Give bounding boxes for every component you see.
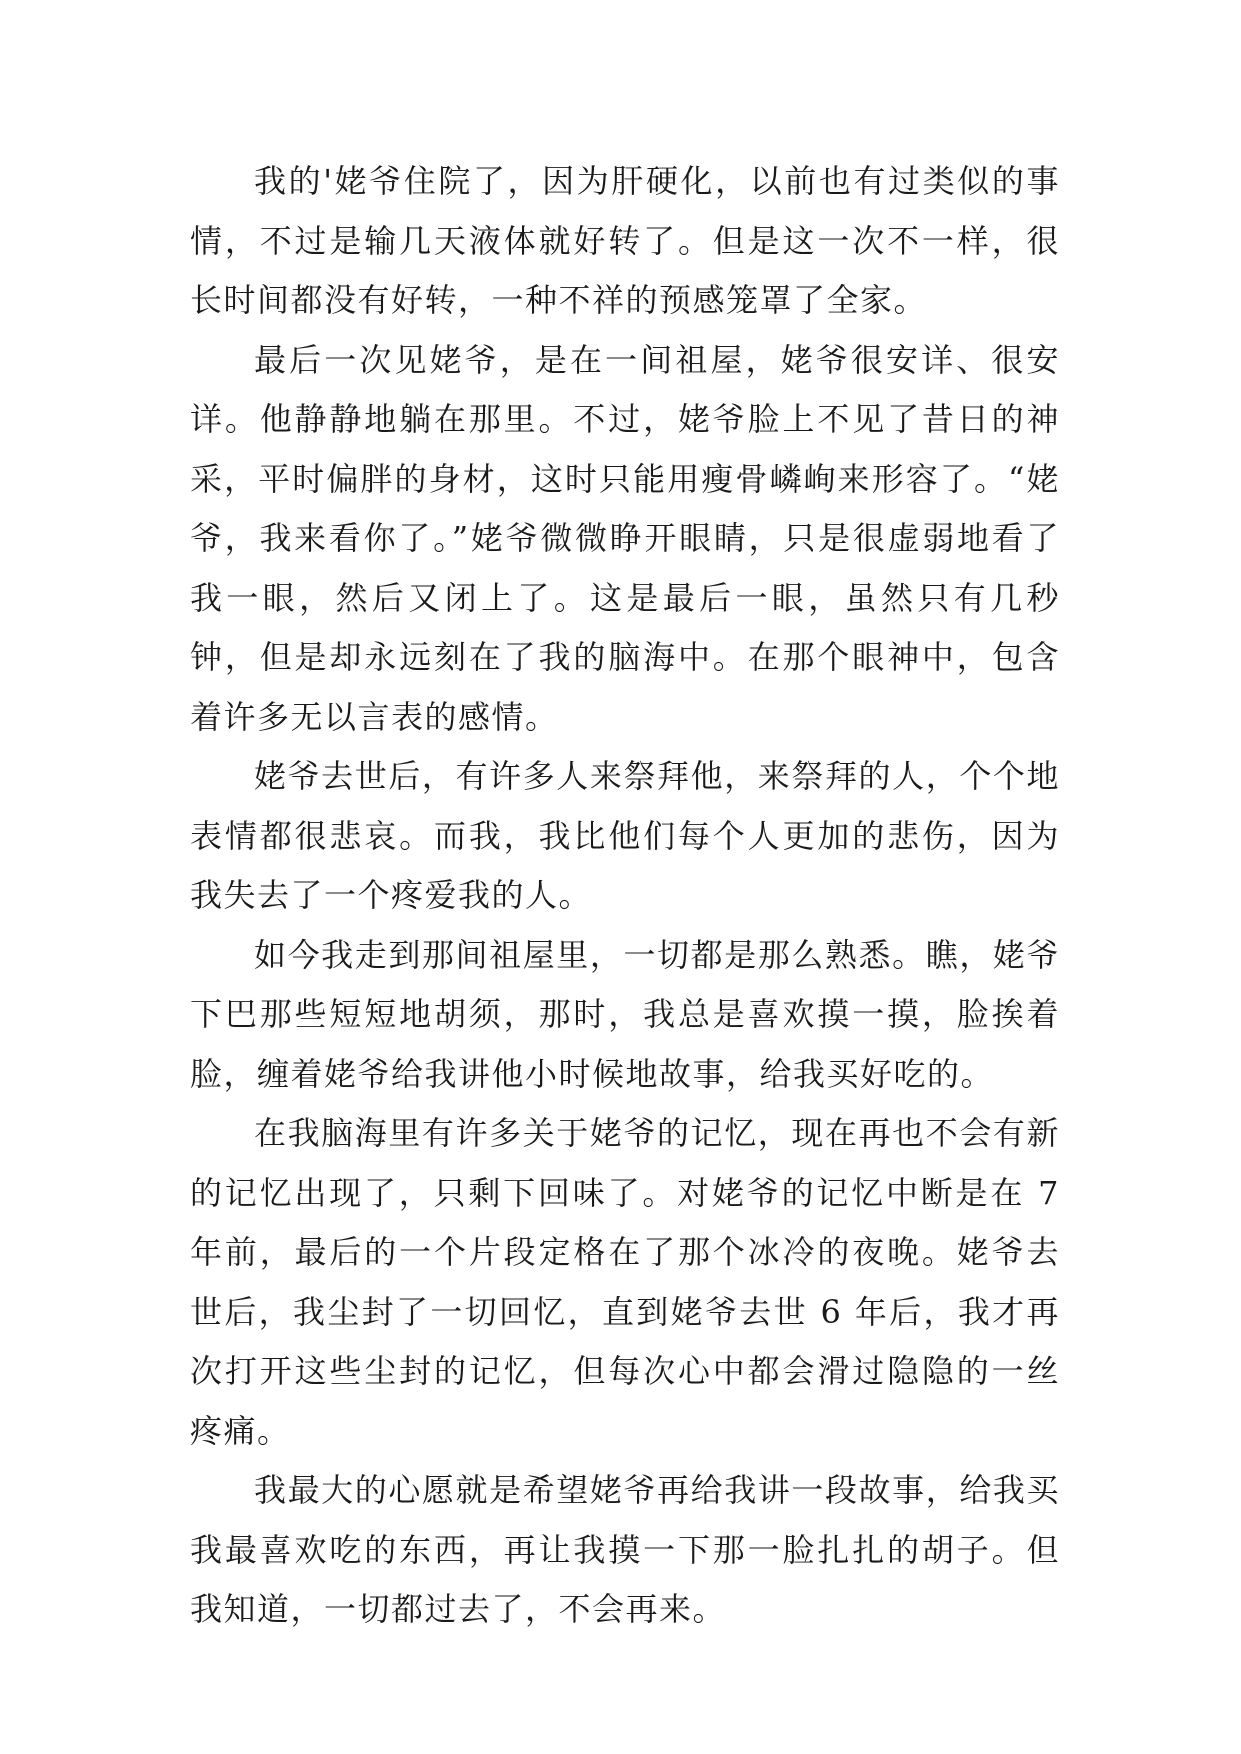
paragraph: 我最大的心愿就是希望姥爷再给我讲一段故事，给我买我最喜欢吃的东西，再让我摸一下那一脸扎扎的胡子。但我知道，一切都过去了，不会再来。: [190, 1471, 1060, 1628]
paragraph: 最后一次见姥爷，是在一间祖屋，姥爷很安详、很安详。他静静地躺在那里。不过，姥爷脸上不见了昔日的神采，平时偏胖的身材，这时只能用瘦骨嶙峋来形容了。“姥爷，我来看你了。”姥爷微微睁开眼睛，只是很虚弱地看了我一眼，然后又闭上了。这是最后一眼，虽然只有几秒钟，但是却永远刻在了我的脑海中。在那个眼神中，包含着许多无以言表的感情。: [190, 340, 1060, 736]
document-body: [190, 152, 1060, 1640]
paragraph: 我的'姥爷住院了，因为肝硬化，以前也有过类似的事情，不过是输几天液体就好转了。但是这一次不一样，很长时间都没有好转，一种不祥的预感笼罩了全家。: [190, 162, 1060, 319]
paragraph: 姥爷去世后，有许多人来祭拜他，来祭拜的人，个个地表情都很悲哀。而我，我比他们每个人更加的悲伤，因为我失去了一个疼爱我的人。: [190, 757, 1060, 914]
paragraph: 在我脑海里有许多关于姥爷的记忆，现在再也不会有新的记忆出现了，只剩下回味了。对姥爷的记忆中断是在 7 年前，最后的一个片段定格在了那个冰冷的夜晚。姥爷去世后，我尘封了一切回忆，直到姥爷去世 6 年后，我才再次打开这些尘封的记忆，但每次心中都会滑过隐隐的一丝疼痛。: [190, 1114, 1060, 1450]
paragraph: 如今我走到那间祖屋里，一切都是那么熟悉。瞧，姥爷下巴那些短短地胡须，那时，我总是喜欢摸一摸，脸挨着脸，缠着姥爷给我讲他小时候地故事，给我买好吃的。: [190, 935, 1060, 1093]
